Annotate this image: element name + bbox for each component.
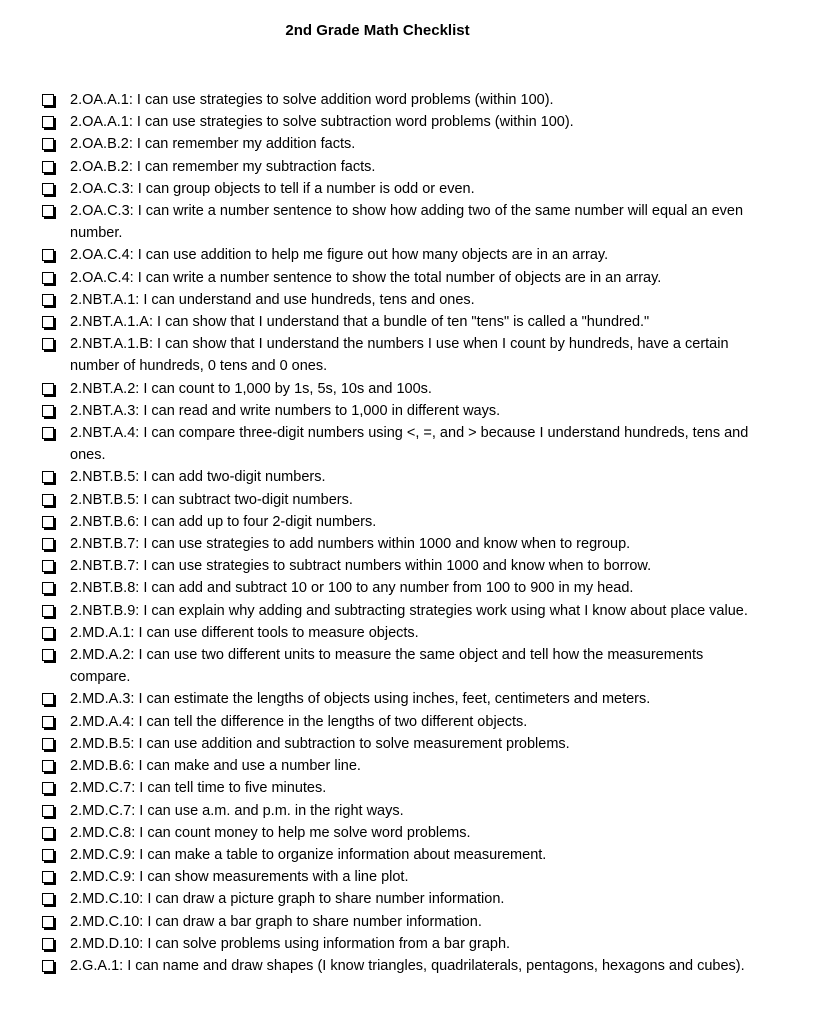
checklist-item [42,333,762,377]
checklist-item [42,311,762,333]
checklist-item-text: 2.OA.B.2: I can remember my subtraction facts. [70,158,376,175]
checklist-item-text: 2.NBT.A.4: I can compare three-digit numbers using <, =, and > because I understand hundreds, tens and ones. [70,425,749,464]
checklist-item-text: 2.NBT.A.1.A: I can show that I understand that a bundle of ten "tens" is called a "hundred." [70,314,650,331]
checklist-item [42,866,762,888]
checkbox-icon[interactable] [42,161,54,173]
checklist-item [42,89,762,111]
checkbox-icon[interactable] [42,205,54,217]
checklist-item-text: 2.MD.A.4: I can tell the difference in the lengths of two different objects. [70,713,528,730]
checkbox-icon[interactable] [42,249,54,261]
checklist-item-text: 2.NBT.B.7: I can use strategies to add numbers within 1000 and know when to regroup. [70,536,631,553]
checkbox-icon[interactable] [42,272,54,284]
checklist-item-text: 2.MD.C.7: I can tell time to five minutes. [70,780,327,797]
checkbox-icon[interactable] [42,316,54,328]
checkbox-icon[interactable] [42,782,54,794]
checklist-item-text: 2.OA.A.1: I can use strategies to solve subtraction word problems (within 100). [70,114,574,131]
checklist-item [42,933,762,955]
checklist-item-text: 2.NBT.B.5: I can add two-digit numbers. [70,469,326,486]
checklist-item [42,489,762,511]
checkbox-icon[interactable] [42,116,54,128]
checklist-item-text: 2.NBT.A.1.B: I can show that I understand the numbers I use when I count by hundreds, have a certain number of hundreds, 0 tens and 0 ones. [70,336,729,375]
checklist-item [42,911,762,933]
checklist-item-text: 2.OA.A.1: I can use strategies to solve addition word problems (within 100). [70,92,554,108]
checklist-item-text: 2.MD.B.5: I can use addition and subtraction to solve measurement problems. [70,735,570,752]
checkbox-icon[interactable] [42,538,54,550]
checkbox-icon[interactable] [42,138,54,150]
checklist-item-text: 2.NBT.A.2: I can count to 1,000 by 1s, 5s, 10s and 100s. [70,380,432,397]
checkbox-icon[interactable] [42,871,54,883]
checklist-item [42,511,762,533]
checklist-item [42,156,762,178]
checkbox-icon[interactable] [42,938,54,950]
checklist-item [42,133,762,155]
checkbox-icon[interactable] [42,94,54,106]
checklist-item [42,244,762,266]
checkbox-icon[interactable] [42,716,54,728]
checkbox-icon[interactable] [42,427,54,439]
checklist-item [42,888,762,910]
checklist-item [42,777,762,799]
checklist-item-text: 2.OA.C.4: I can write a number sentence to show the total number of objects are in an array. [70,269,662,286]
checklist-item [42,533,762,555]
checklist [42,89,762,977]
checklist-item-text: 2.NBT.A.3: I can read and write numbers to 1,000 in different ways. [70,402,501,419]
checklist-item-text: 2.NBT.B.8: I can add and subtract 10 or 100 to any number from 100 to 900 in my head. [70,580,634,597]
checklist-item-text: 2.MD.C.7: I can use a.m. and p.m. in the right ways. [70,802,404,819]
checkbox-icon[interactable] [42,494,54,506]
checklist-item [42,200,762,244]
checkbox-icon[interactable] [42,183,54,195]
checklist-item [42,400,762,422]
checklist-item-text: 2.MD.C.9: I can show measurements with a line plot. [70,869,409,886]
checkbox-icon[interactable] [42,693,54,705]
checkbox-icon[interactable] [42,516,54,528]
checklist-item [42,822,762,844]
checklist-item-text: 2.MD.B.6: I can make and use a number line. [70,758,361,775]
checklist-item-text: 2.NBT.B.5: I can subtract two-digit numbers. [70,491,353,508]
checklist-item-text: 2.G.A.1: I can name and draw shapes (I know triangles, quadrilaterals, pentagons, hexagons and cubes). [70,957,745,974]
checklist-item-text: 2.NBT.B.7: I can use strategies to subtract numbers within 1000 and know when to borrow. [70,558,652,575]
checklist-item [42,688,762,710]
checklist-item [42,755,762,777]
checklist-item [42,644,762,688]
checklist-item-text: 2.MD.C.10: I can draw a picture graph to share number information. [70,891,505,908]
checkbox-icon[interactable] [42,849,54,861]
checkbox-icon[interactable] [42,582,54,594]
checkbox-icon[interactable] [42,960,54,972]
checkbox-icon[interactable] [42,827,54,839]
checkbox-icon[interactable] [42,916,54,928]
checklist-item-text: 2.MD.A.1: I can use different tools to measure objects. [70,624,419,641]
checklist-item-text: 2.OA.C.3: I can write a number sentence to show how adding two of the same number will equal an even number. [70,203,744,242]
checklist-item [42,267,762,289]
checkbox-icon[interactable] [42,738,54,750]
checkbox-icon[interactable] [42,649,54,661]
checklist-item [42,711,762,733]
checklist-item [42,378,762,400]
checklist-item-text: 2.MD.A.2: I can use two different units to measure the same object and tell how the measurements compare. [70,647,704,686]
checklist-item [42,955,762,977]
checkbox-icon[interactable] [42,627,54,639]
checklist-item-text: 2.MD.D.10: I can solve problems using information from a bar graph. [70,935,511,952]
checklist-item-text: 2.OA.B.2: I can remember my addition facts. [70,136,356,153]
checklist-item-text: 2.NBT.B.6: I can add up to four 2-digit numbers. [70,513,377,530]
checklist-item [42,577,762,599]
checklist-item-text: 2.MD.A.3: I can estimate the lengths of objects using inches, feet, centimeters and meters. [70,691,651,708]
checkbox-icon[interactable] [42,405,54,417]
checklist-item [42,422,762,466]
checklist-item-text: 2.OA.C.3: I can group objects to tell if a number is odd or even. [70,180,475,197]
checklist-item [42,178,762,200]
checkbox-icon[interactable] [42,560,54,572]
checklist-item [42,289,762,311]
checkbox-icon[interactable] [42,605,54,617]
checklist-item-text: 2.OA.C.4: I can use addition to help me figure out how many objects are in an array. [70,247,609,264]
page-title: 2nd Grade Math Checklist [285,22,470,39]
checklist-item [42,111,762,133]
checkbox-icon[interactable] [42,471,54,483]
checklist-item [42,555,762,577]
checkbox-icon[interactable] [42,893,54,905]
checklist-item [42,622,762,644]
checkbox-icon[interactable] [42,294,54,306]
checklist-item [42,600,762,622]
checklist-item [42,800,762,822]
checklist-item [42,466,762,488]
checklist-item [42,733,762,755]
checkbox-icon[interactable] [42,383,54,395]
checklist-item-text: 2.MD.C.9: I can make a table to organize information about measurement. [70,846,547,863]
checklist-item-text: 2.MD.C.10: I can draw a bar graph to share number information. [70,913,482,930]
checklist-item [42,844,762,866]
checklist-item-text: 2.NBT.A.1: I can understand and use hundreds, tens and ones. [70,291,475,308]
checklist-item-text: 2.NBT.B.9: I can explain why adding and subtracting strategies work using what I know about place value. [70,602,748,619]
checklist-item-text: 2.MD.C.8: I can count money to help me solve word problems. [70,824,471,841]
checkbox-icon[interactable] [42,338,54,350]
checkbox-icon[interactable] [42,805,54,817]
checkbox-icon[interactable] [42,760,54,772]
